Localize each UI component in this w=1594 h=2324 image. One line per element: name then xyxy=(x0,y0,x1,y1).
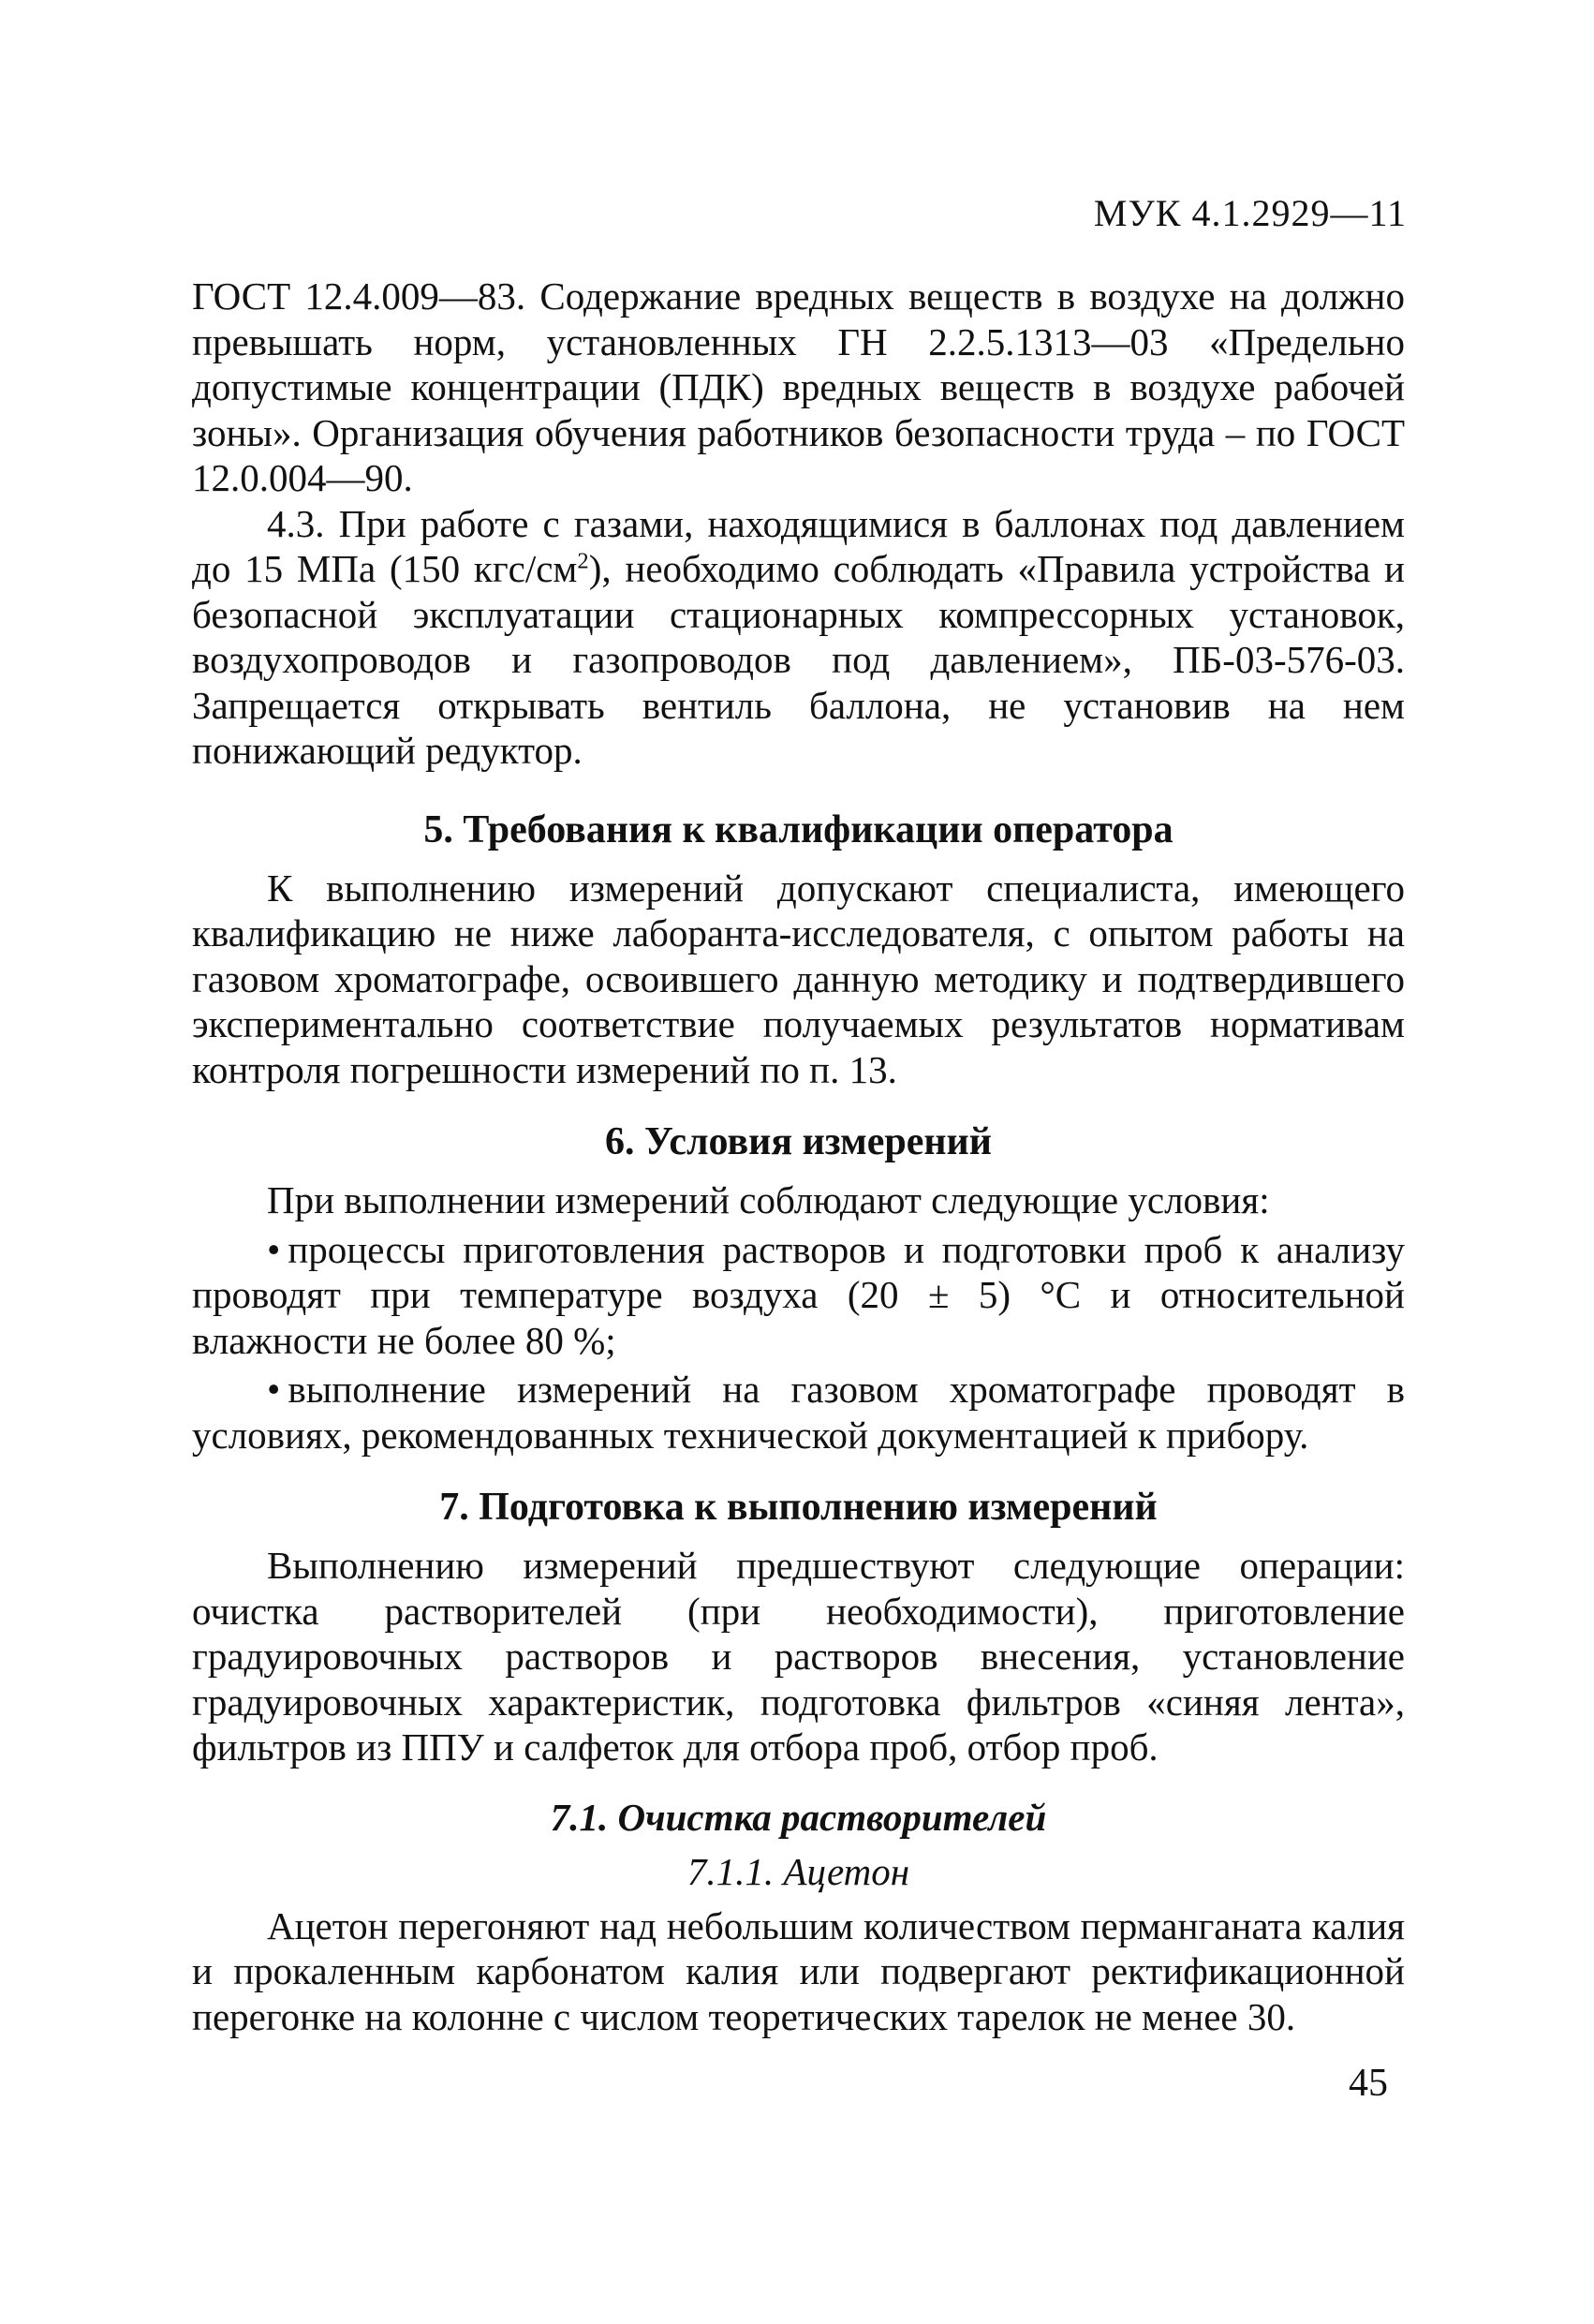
section-7-1-1-heading: 7.1.1. Ацетон xyxy=(686,1849,910,1893)
paragraph-gost-continuation: ГОСТ 12.4.009—83. Содержание вредных веществ в воздухе на должно превышать норм, установленных ГН 2.2.5.1313—03 «Предельно допустимые концентрации (ПДК) вредных веществ в воздухе рабочей зоны». Организация обучения работников безопасности труда – по ГОСТ 12.0.004—90. xyxy=(192,274,1405,499)
section-6-heading: 6. Условия измерений xyxy=(605,1120,992,1163)
section-6-intro: При выполнении измерений соблюдают следующие условия: xyxy=(267,1178,1270,1221)
bullet-icon: • xyxy=(267,1368,281,1411)
section-7-1-heading: 7.1. Очистка растворителей xyxy=(550,1795,1047,1839)
bullet-icon: • xyxy=(267,1227,281,1271)
bullet-text: процессы приготовления растворов и подготовки проб к анализу проводят при температуре воздуха (20 ± 5) °С и относительной влажности не более 80 %; xyxy=(192,1227,1405,1362)
bullet-text: выполнение измерений на газовом хроматографе проводят в условиях, рекомендованных технической документацией к прибору. xyxy=(192,1368,1405,1457)
section-5-paragraph: К выполнению измерений допускают специалиста, имеющего квалификацию не ниже лаборанта-исследователя, с опытом работы на газовом хроматографе, освоившего данную методику и подтвердившего экспериментально соответствие получаемых результатов нормативам контроля погрешности измерений по п. 13. xyxy=(192,866,1405,1091)
paragraph-4-3-part1: 4.3. При работе с газами, находящимися в баллонах под давлением до 15 МПа (150 кгс/см xyxy=(192,501,1405,590)
page-content xyxy=(192,274,1405,2039)
section-5-heading: 5. Требования к квалификации оператора xyxy=(423,807,1173,851)
section-6-bullet-2 xyxy=(192,1367,1405,1458)
section-7-heading: 7. Подготовка к выполнению измерений xyxy=(439,1486,1158,1529)
superscript-squared: 2 xyxy=(577,548,589,574)
section-7-1-1-paragraph: Ацетон перегоняют над небольшим количеством перманганата калия и прокаленным карбонатом калия или подвергают ректификационной перегонке на колонне с числом теоретических тарелок не менее 30. xyxy=(192,1903,1405,2038)
paragraph-4-3 xyxy=(192,501,1405,774)
document-code-header: МУК 4.1.2929—11 xyxy=(1093,192,1407,234)
section-7-paragraph: Выполнению измерений предшествуют следующие операции: очистка растворителей (при необходимости), приготовление градуировочных растворов и растворов внесения, установление градуировочных характеристик, подготовка фильтров «синяя лента», фильтров из ППУ и салфеток для отбора проб, отбор проб. xyxy=(192,1544,1405,1769)
section-6-bullet-1 xyxy=(192,1227,1405,1364)
page-number: 45 xyxy=(1349,2062,1388,2105)
paragraph-4-3-part2: ), необходимо соблюдать «Правила устройства и безопасной эксплуатации стационарных компрессорных установок, воздухопроводов и газопроводов под давлением», ПБ-03-576-03. Запрещается открывать вентиль баллона, не установив на нем понижающий редуктор. xyxy=(192,547,1406,772)
